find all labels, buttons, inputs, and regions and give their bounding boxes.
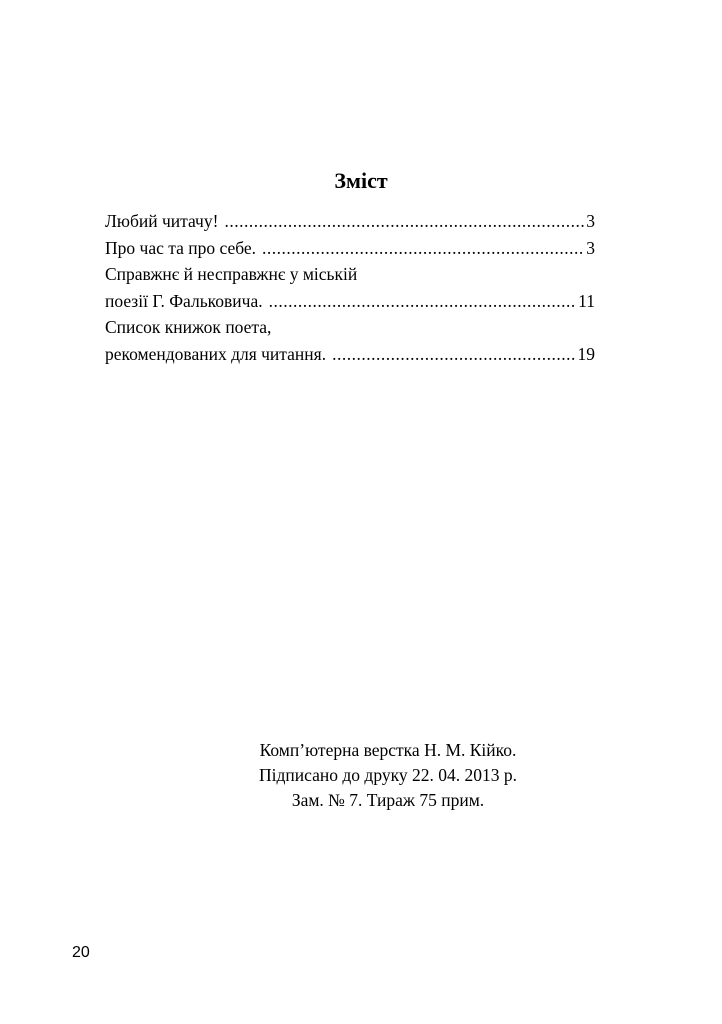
toc-entry-text: Про час та про себе. [105, 237, 257, 258]
imprint-line: Підписано до друку 22. 04. 2013 р. [259, 765, 517, 785]
toc-entry-text: Список книжок поета, [105, 317, 272, 338]
toc-entry [105, 261, 595, 288]
table-of-contents [105, 208, 595, 368]
toc-entry [105, 341, 595, 368]
toc-entry-page: 3 [586, 237, 595, 258]
dot-leader [262, 235, 584, 262]
toc-entry [105, 314, 595, 341]
toc-entry-page: 19 [577, 343, 595, 364]
toc-entry [105, 208, 595, 235]
imprint-line: Зам. № 7. Тираж 75 прим. [291, 790, 485, 810]
imprint-line: Комп’ютерна верстка Н. М. Кійко. [259, 740, 517, 760]
toc-entry-text: Справжнє й несправжнє у міській [105, 264, 358, 285]
toc-entry-page: 3 [586, 211, 595, 231]
contents-heading: Зміст [334, 168, 388, 193]
toc-entry [105, 235, 595, 262]
dot-leader [332, 341, 575, 368]
toc-entry [105, 288, 595, 315]
toc-entry-page: 11 [578, 290, 595, 311]
toc-entry-text: поезії Г. Фальковича. [105, 290, 263, 311]
toc-entry-text: Любий читачу! [105, 211, 219, 231]
dot-leader [269, 288, 577, 315]
dot-leader [224, 208, 584, 235]
imprint-block [228, 738, 548, 813]
page-number: 20 [72, 944, 90, 961]
toc-entry-text: рекомендованих для читання. [105, 343, 327, 364]
